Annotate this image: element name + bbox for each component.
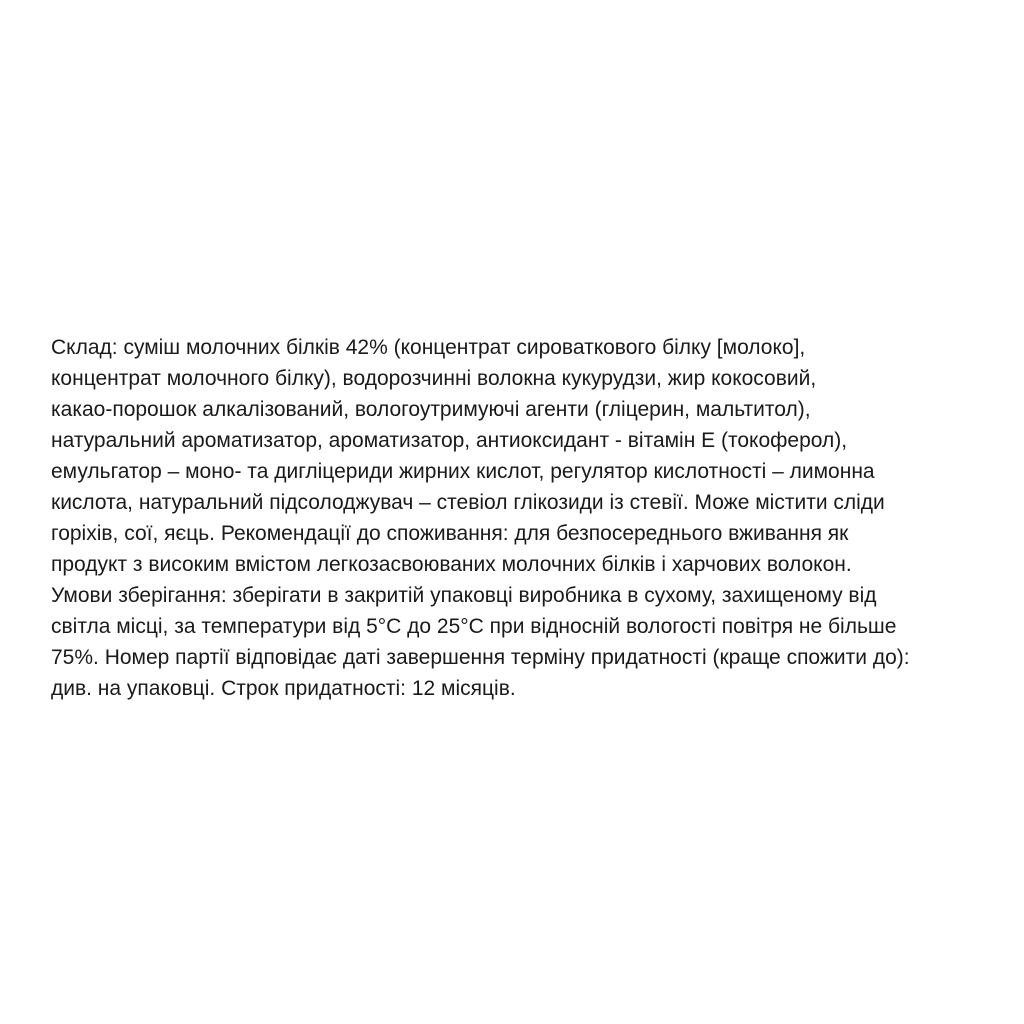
text-line: концентрат молочного білку), водорозчинні волокна кукурудзи, жир кокосовий, — [51, 367, 817, 390]
text-line: кислота, натуральний підсолоджувач – стевіол глікозиди із стевії. Може містити сліди — [51, 491, 885, 514]
text-line: натуральний ароматизатор, ароматизатор, антиоксидант - вітамін Е (токоферол), — [51, 429, 848, 452]
text-line: какао-порошок алкалізований, вологоутримуючі агенти (гліцерин, мальтитол), — [51, 398, 811, 421]
text-line: світла місці, за температури від 5°С до 25°С при відносній вологості повітря не більше — [51, 615, 897, 638]
text-line: див. на упаковці. Строк придатності: 12 місяців. — [51, 677, 516, 700]
text-line: продукт з високим вмістом легкозасвоюваних молочних білків і харчових волокон. — [51, 553, 852, 576]
text-line: Умови зберігання: зберігати в закритій упаковці виробника в сухому, захищеному від — [51, 584, 877, 607]
text-line: 75%. Номер партії відповідає даті завершення терміну придатності (краще спожити до): — [51, 646, 910, 669]
text-line: емульгатор – моно- та дигліцериди жирних кислот, регулятор кислотності – лимонна — [51, 460, 875, 483]
text-line: Склад: суміш молочних білків 42% (концентрат сироваткового білку [молоко], — [51, 336, 806, 359]
product-description-text — [51, 332, 1011, 704]
text-line: горіхів, сої, яєць. Рекомендації до споживання: для безпосереднього вживання як — [51, 522, 849, 545]
